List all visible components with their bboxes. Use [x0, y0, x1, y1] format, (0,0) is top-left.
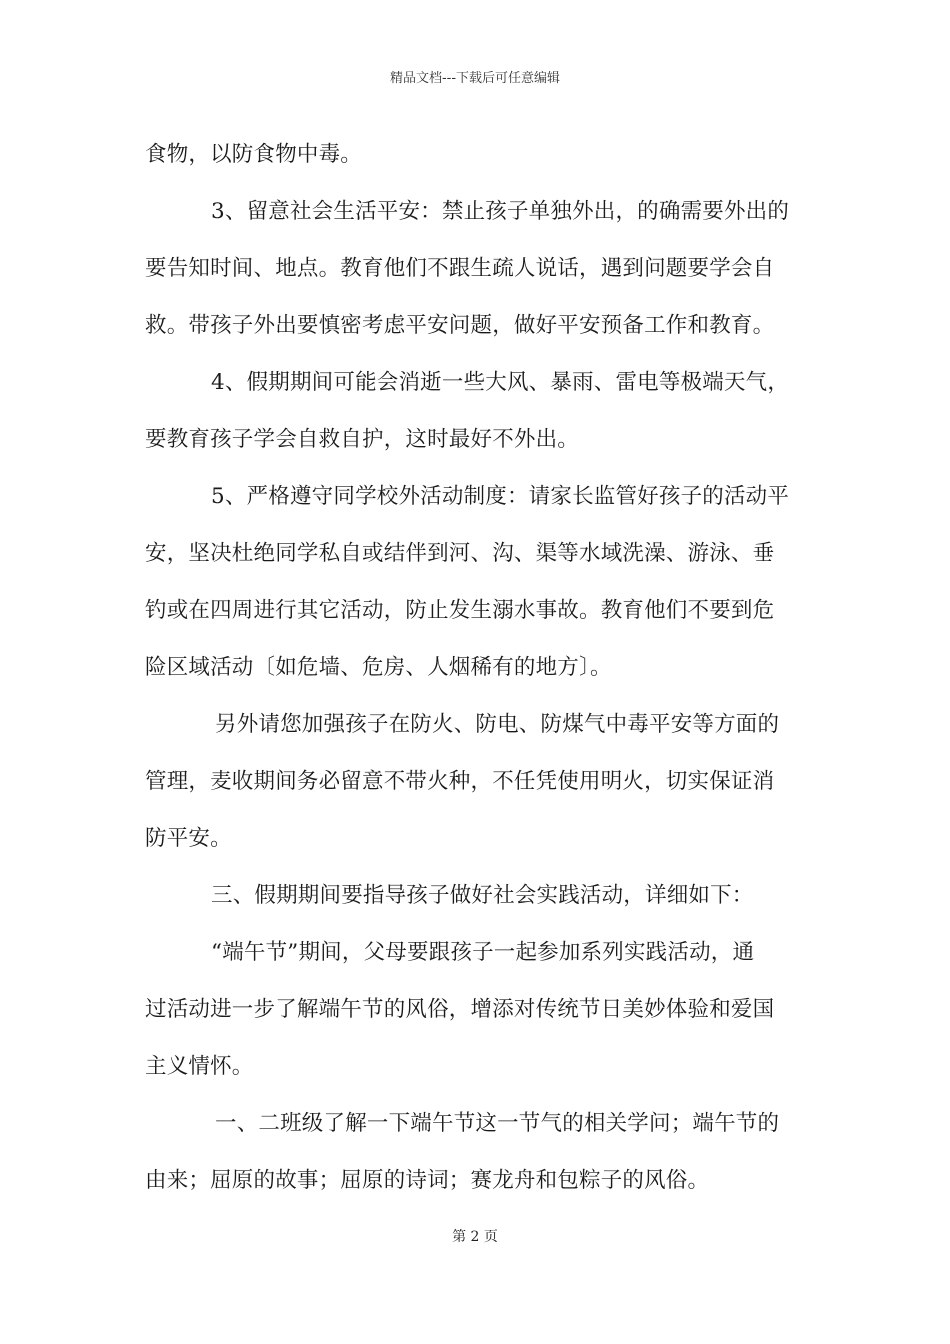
text-line: 由来；屈原的故事；屈原的诗词；赛龙舟和包粽子的风俗。: [145, 1168, 710, 1193]
page-header: 精品文档---下载后可任意编辑: [389, 71, 561, 86]
text-line: 管理，麦收期间务必留意不带火种，不任凭使用明火，切实保证消: [145, 769, 775, 794]
text-line: 险区域活动〔如危墙、危房、人烟稀有的地方〕。: [145, 655, 612, 680]
text-line: 救。带孩子外出要慎密考虑平安问题，做好平安预备工作和教育。: [145, 313, 775, 338]
page-number: 第 2 页: [452, 1229, 498, 1245]
text-line: 4、假期期间可能会消逝一些大风、暴雨、雷电等极端天气，: [211, 370, 790, 395]
paragraph: [145, 867, 807, 924]
text-line: 三、假期期间要指导孩子做好社会实践活动，详细如下：: [211, 883, 754, 908]
text-line: “端午节”期间，父母要跟孩子一起参加系列实践活动，通: [211, 940, 755, 965]
text-line: 要教育孩子学会自救自护，这时最好不外出。: [145, 427, 580, 452]
text-line: 安，坚决杜绝同学私自或结伴到河、沟、渠等水域洗澡、游泳、垂: [145, 541, 775, 566]
text-line: 钓或在四周进行其它活动，防止发生溺水事故。教育他们不要到危: [145, 598, 775, 623]
text-line: 另外请您加强孩子在防火、防电、防煤气中毒平安等方面的: [215, 712, 780, 737]
paragraph: [145, 1095, 807, 1209]
paragraph: [145, 468, 807, 696]
text-line: 过活动进一步了解端午节的风俗，增添对传统节日美妙体验和爱国: [145, 997, 775, 1022]
paragraph: [145, 696, 807, 867]
paragraph: [145, 183, 807, 354]
text-line: 要告知时间、地点。教育他们不跟生疏人说话，遇到问题要学会自: [145, 256, 775, 281]
text-line: 5、严格遵守同学校外活动制度：请家长监管好孩子的活动平: [211, 484, 790, 509]
text-line: 主义情怀。: [145, 1054, 254, 1079]
paragraph: [145, 126, 807, 183]
text-line: 3、留意社会生活平安：禁止孩子单独外出，的确需要外出的: [211, 199, 790, 224]
text-line: 一、二班级了解一下端午节这一节气的相关学问；端午节的: [215, 1111, 780, 1136]
paragraph: [145, 354, 807, 468]
paragraph: [145, 924, 807, 1095]
text-line: 食物，以防食物中毒。: [145, 142, 363, 167]
text-line: 防平安。: [145, 826, 232, 851]
document-body: [145, 126, 807, 1209]
